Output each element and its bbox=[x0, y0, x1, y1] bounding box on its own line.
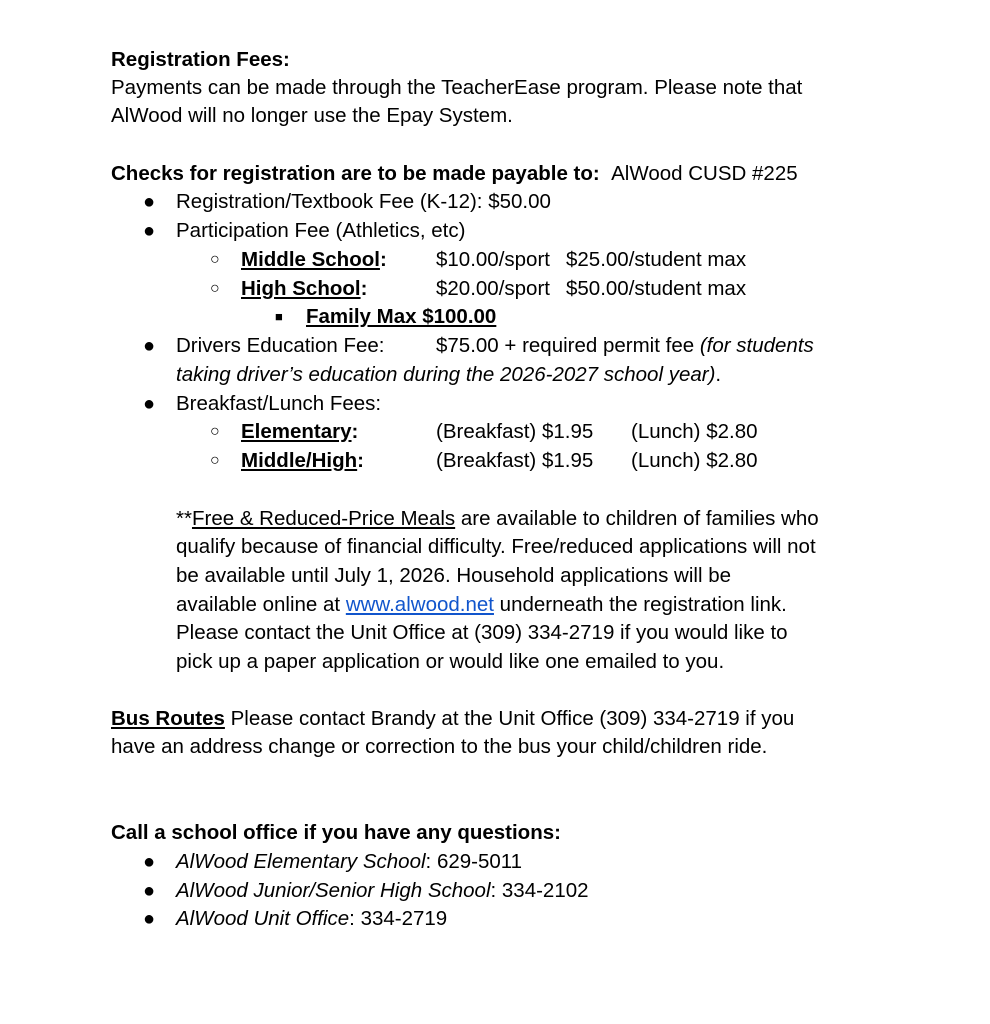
meal-fees-label: Breakfast/Lunch Fees: bbox=[176, 392, 382, 415]
bullet-dot: ● bbox=[143, 220, 156, 242]
elementary-breakfast: (Breakfast) $1.95 bbox=[436, 420, 594, 443]
free-meals-line-4: available online at www.alwood.net underneath the registration link. bbox=[176, 593, 787, 616]
contacts-heading: Call a school office if you have any questions: bbox=[111, 821, 561, 844]
family-max: Family Max $100.00 bbox=[306, 305, 497, 328]
participation-fee-label: Participation Fee (Athletics, etc) bbox=[176, 219, 466, 242]
bullet-dot: ● bbox=[143, 851, 156, 873]
registration-text-line-1: Payments can be made through the TeacherEase program. Please note that bbox=[111, 76, 803, 99]
middle-school-per-sport: $10.00/sport bbox=[436, 248, 550, 271]
registration-heading: Registration Fees: bbox=[111, 48, 290, 71]
middle-high-label: Middle/High: bbox=[241, 449, 364, 472]
drivers-ed-label: Drivers Education Fee: bbox=[176, 334, 385, 357]
free-meals-line-6: pick up a paper application or would like one emailed to you. bbox=[176, 650, 725, 673]
textbook-fee: Registration/Textbook Fee (K-12): $50.00 bbox=[176, 190, 551, 213]
drivers-ed-amount: $75.00 + required permit fee bbox=[436, 334, 695, 357]
high-school-per-sport: $20.00/sport bbox=[436, 277, 550, 300]
bullet-circle: ○ bbox=[210, 280, 220, 297]
middle-high-breakfast: (Breakfast) $1.95 bbox=[436, 449, 594, 472]
drivers-ed-note-1: (for students bbox=[699, 334, 814, 357]
bullet-circle: ○ bbox=[210, 452, 220, 469]
bullet-circle: ○ bbox=[210, 251, 220, 268]
contact-item: AlWood Junior/Senior High School: 334-2102 bbox=[176, 879, 589, 902]
registration-text-line-2: AlWood will no longer use the Epay System. bbox=[111, 104, 513, 127]
bus-routes-line-1: Bus Routes Please contact Brandy at the Unit Office (309) 334-2719 if you bbox=[111, 707, 795, 730]
bus-routes-line-2: have an address change or correction to the bus your child/children ride. bbox=[111, 735, 768, 758]
bus-routes-heading: Bus Routes bbox=[111, 707, 225, 730]
bullet-dot: ● bbox=[143, 191, 156, 213]
middle-school-max: $25.00/student max bbox=[566, 248, 747, 271]
high-school-label: High School: bbox=[241, 277, 368, 300]
alwood-website-link[interactable]: www.alwood.net bbox=[345, 593, 494, 616]
free-meals-line-2: qualify because of financial difficulty. Free/reduced applications will not bbox=[176, 535, 816, 558]
high-school-max: $50.00/student max bbox=[566, 277, 747, 300]
free-meals-line-1: **Free & Reduced-Price Meals are available to children of families who bbox=[176, 507, 819, 530]
checks-payable-label: Checks for registration are to be made payable to: bbox=[111, 162, 600, 185]
elementary-label: Elementary: bbox=[241, 420, 359, 443]
free-meals-link[interactable]: Free & Reduced-Price Meals bbox=[191, 507, 456, 530]
middle-school-label: Middle School: bbox=[241, 248, 387, 271]
contact-item: AlWood Unit Office: 334-2719 bbox=[176, 907, 448, 930]
drivers-ed-amount-line bbox=[436, 332, 814, 360]
elementary-lunch: (Lunch) $2.80 bbox=[631, 420, 758, 443]
bullet-dot: ● bbox=[143, 393, 156, 415]
bullet-dot: ● bbox=[143, 335, 156, 357]
checks-payee: AlWood CUSD #225 bbox=[611, 162, 798, 185]
free-meals-line-3: be available until July 1, 2026. Household applications will be bbox=[176, 564, 731, 587]
bullet-square: ■ bbox=[275, 309, 283, 324]
bullet-dot: ● bbox=[143, 880, 156, 902]
drivers-ed-note-line-2: taking driver’s education during the 2026-2027 school year). bbox=[176, 363, 722, 386]
contact-item: AlWood Elementary School: 629-5011 bbox=[176, 850, 523, 873]
free-meals-line-5: Please contact the Unit Office at (309) 334-2719 if you would like to bbox=[176, 621, 788, 644]
checks-payable-line bbox=[111, 160, 798, 188]
bullet-circle: ○ bbox=[210, 423, 220, 440]
middle-high-lunch: (Lunch) $2.80 bbox=[631, 449, 758, 472]
bullet-dot: ● bbox=[143, 908, 156, 930]
